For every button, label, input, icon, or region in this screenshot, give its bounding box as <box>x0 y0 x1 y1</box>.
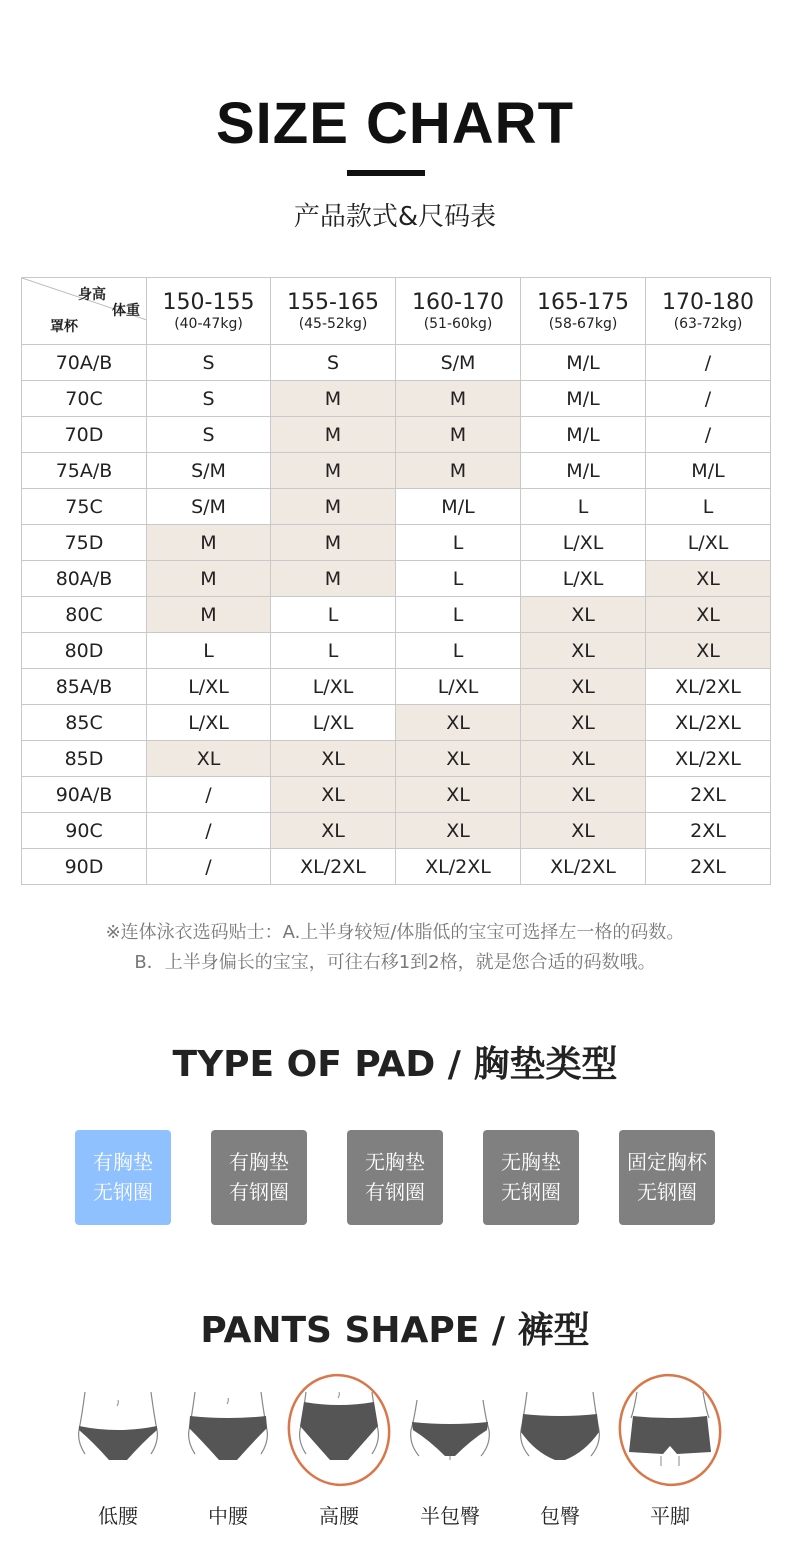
table-row <box>22 849 771 885</box>
size-cell: L/XL <box>271 669 396 705</box>
weight-range: (51-60kg) <box>423 316 493 332</box>
size-cell: / <box>646 345 771 381</box>
size-cell: S/M <box>147 489 271 525</box>
height-range: 165-175 <box>537 290 629 315</box>
cup-size-cell: 80A/B <box>22 561 147 597</box>
column-header <box>147 278 271 345</box>
size-cell: M/L <box>521 345 646 381</box>
size-cell: M <box>396 417 521 453</box>
pad-option-fixed-cup-no-wire[interactable] <box>619 1130 715 1225</box>
cup-size-cell: 80C <box>22 597 147 633</box>
size-cell: S/M <box>147 453 271 489</box>
size-cell: / <box>147 813 271 849</box>
size-cell: M <box>271 561 396 597</box>
size-cell: XL <box>646 597 771 633</box>
cup-size-cell: 70D <box>22 417 147 453</box>
table-row <box>22 633 771 669</box>
corner-weight-label: 体重 <box>112 303 140 319</box>
size-cell: L <box>396 597 521 633</box>
height-range: 150-155 <box>162 290 255 315</box>
table-row <box>22 597 771 633</box>
size-cell: 2XL <box>646 849 771 885</box>
size-cell: S/M <box>396 345 521 381</box>
pad-option-line-1: 有胸垫 <box>229 1150 289 1174</box>
size-cell: L/XL <box>271 705 396 741</box>
half-coverage-brief-icon[interactable] <box>395 1370 505 1490</box>
size-cell: L <box>396 561 521 597</box>
height-range: 155-165 <box>287 290 379 315</box>
cup-size-cell: 85D <box>22 741 147 777</box>
size-cell: XL <box>396 777 521 813</box>
size-cell: / <box>147 777 271 813</box>
table-row <box>22 561 771 597</box>
cup-size-cell: 75D <box>22 525 147 561</box>
size-cell: L <box>646 489 771 525</box>
pants-label-high-waist: 高腰 <box>319 1504 359 1528</box>
cup-size-cell: 70A/B <box>22 345 147 381</box>
size-cell: M/L <box>396 489 521 525</box>
size-cell: S <box>147 417 271 453</box>
size-cell: M <box>271 525 396 561</box>
size-cell: L/XL <box>147 705 271 741</box>
size-cell: M/L <box>521 417 646 453</box>
high-waist-brief-icon[interactable] <box>284 1370 394 1490</box>
size-cell: L <box>147 633 271 669</box>
size-cell: XL <box>396 741 521 777</box>
table-header-row <box>22 278 771 345</box>
cup-size-cell: 80D <box>22 633 147 669</box>
title-underline <box>347 170 425 176</box>
height-range: 170-180 <box>662 290 754 315</box>
boyshort-icon[interactable] <box>615 1370 725 1490</box>
pad-option-padded-no-wire[interactable] <box>75 1130 171 1225</box>
size-cell: M/L <box>521 381 646 417</box>
pad-option-line-2: 有钢圈 <box>229 1180 289 1204</box>
size-cell: L/XL <box>396 669 521 705</box>
size-cell: XL <box>521 597 646 633</box>
pad-option-line-1: 无胸垫 <box>501 1150 561 1174</box>
cup-size-cell: 90D <box>22 849 147 885</box>
size-cell: / <box>147 849 271 885</box>
cup-size-cell: 90C <box>22 813 147 849</box>
size-cell: M/L <box>521 453 646 489</box>
pad-option-line-2: 无钢圈 <box>93 1180 153 1204</box>
size-cell: XL <box>521 741 646 777</box>
weight-range: (40-47kg) <box>174 316 243 332</box>
page-subtitle: 产品款式&尺码表 <box>293 202 497 232</box>
size-cell: L <box>271 633 396 669</box>
column-header <box>396 278 521 345</box>
size-cell: XL <box>271 777 396 813</box>
column-header <box>521 278 646 345</box>
size-cell: 2XL <box>646 813 771 849</box>
table-row <box>22 741 771 777</box>
table-row <box>22 489 771 525</box>
size-cell: XL <box>521 777 646 813</box>
table-row <box>22 777 771 813</box>
size-cell: XL <box>521 669 646 705</box>
size-cell: M <box>396 453 521 489</box>
size-cell: XL/2XL <box>646 705 771 741</box>
size-cell: L/XL <box>147 669 271 705</box>
size-cell: M <box>147 525 271 561</box>
size-cell: M <box>396 381 521 417</box>
pants-label-boyshort: 平脚 <box>650 1504 690 1528</box>
cup-size-cell: 70C <box>22 381 147 417</box>
size-cell: M <box>271 489 396 525</box>
size-cell: M <box>147 561 271 597</box>
pad-option-no-pad-no-wire[interactable] <box>483 1130 579 1225</box>
size-cell: M <box>147 597 271 633</box>
size-cell: L <box>396 633 521 669</box>
size-cell: L/XL <box>646 525 771 561</box>
table-row <box>22 345 771 381</box>
size-cell: XL <box>271 813 396 849</box>
table-row <box>22 813 771 849</box>
pants-section-title: PANTS SHAPE / 裤型 <box>200 1310 590 1351</box>
size-cell: XL <box>646 561 771 597</box>
weight-range: (58-67kg) <box>548 316 618 332</box>
cup-size-cell: 75C <box>22 489 147 525</box>
pad-option-line-1: 无胸垫 <box>365 1150 425 1174</box>
size-chart-table <box>21 277 771 885</box>
pad-option-no-pad-wire[interactable] <box>347 1130 443 1225</box>
size-cell: M <box>271 381 396 417</box>
corner-cup-label: 罩杯 <box>50 319 78 335</box>
pad-option-line-1: 固定胸杯 <box>627 1150 707 1174</box>
size-cell: XL <box>521 633 646 669</box>
size-cell: / <box>646 417 771 453</box>
size-cell: L <box>271 597 396 633</box>
size-cell: XL <box>646 633 771 669</box>
pants-label-low-waist: 低腰 <box>98 1504 138 1528</box>
pants-label-half-coverage: 半包臀 <box>420 1504 480 1528</box>
pad-section-title: TYPE OF PAD / 胸垫类型 <box>172 1044 618 1085</box>
table-row <box>22 525 771 561</box>
size-cell: XL/2XL <box>646 669 771 705</box>
pad-option-line-2: 无钢圈 <box>501 1180 561 1204</box>
cup-size-cell: 75A/B <box>22 453 147 489</box>
size-cell: XL/2XL <box>396 849 521 885</box>
pants-label-full-coverage: 包臀 <box>540 1504 580 1528</box>
size-tip-line-2: B．上半身偏长的宝宝，可往右移1到2格，就是您合适的码数哦。 <box>134 952 656 973</box>
column-header <box>646 278 771 345</box>
size-cell: M <box>271 453 396 489</box>
pad-option-line-2: 有钢圈 <box>365 1180 425 1204</box>
size-cell: XL/2XL <box>646 741 771 777</box>
pad-option-line-1: 有胸垫 <box>93 1150 153 1174</box>
cup-size-cell: 90A/B <box>22 777 147 813</box>
full-coverage-brief-icon[interactable] <box>505 1370 615 1490</box>
mid-waist-brief-icon[interactable] <box>173 1370 283 1490</box>
size-cell: S <box>147 381 271 417</box>
size-cell: XL <box>396 705 521 741</box>
size-cell: 2XL <box>646 777 771 813</box>
corner-height-label: 身高 <box>78 287 106 303</box>
size-cell: S <box>271 345 396 381</box>
cup-size-cell: 85A/B <box>22 669 147 705</box>
size-cell: / <box>646 381 771 417</box>
size-cell: L/XL <box>521 525 646 561</box>
column-header <box>271 278 396 345</box>
weight-range: (45-52kg) <box>298 316 368 332</box>
table-row <box>22 417 771 453</box>
size-cell: XL <box>521 813 646 849</box>
pad-option-padded-wire[interactable] <box>211 1130 307 1225</box>
page-title: SIZE CHART <box>216 91 574 156</box>
pants-label-mid-waist: 中腰 <box>208 1504 248 1528</box>
size-cell: L <box>521 489 646 525</box>
pad-option-line-2: 无钢圈 <box>637 1180 697 1204</box>
corner-header <box>22 278 147 345</box>
table-row <box>22 453 771 489</box>
size-cell: XL <box>147 741 271 777</box>
size-cell: XL/2XL <box>521 849 646 885</box>
size-tip-line-1: ※连体泳衣选码贴士：A.上半身较短/体脂低的宝宝可选择左一格的码数。 <box>105 922 685 943</box>
size-cell: L/XL <box>521 561 646 597</box>
table-row <box>22 669 771 705</box>
size-cell: L <box>396 525 521 561</box>
size-cell: S <box>147 345 271 381</box>
low-waist-brief-icon[interactable] <box>63 1370 173 1490</box>
table-row <box>22 381 771 417</box>
table-row <box>22 705 771 741</box>
size-cell: XL/2XL <box>271 849 396 885</box>
size-cell: M <box>271 417 396 453</box>
cup-size-cell: 85C <box>22 705 147 741</box>
size-cell: XL <box>396 813 521 849</box>
weight-range: (63-72kg) <box>673 316 743 332</box>
size-cell: M/L <box>646 453 771 489</box>
size-cell: XL <box>521 705 646 741</box>
height-range: 160-170 <box>412 290 504 315</box>
size-cell: XL <box>271 741 396 777</box>
